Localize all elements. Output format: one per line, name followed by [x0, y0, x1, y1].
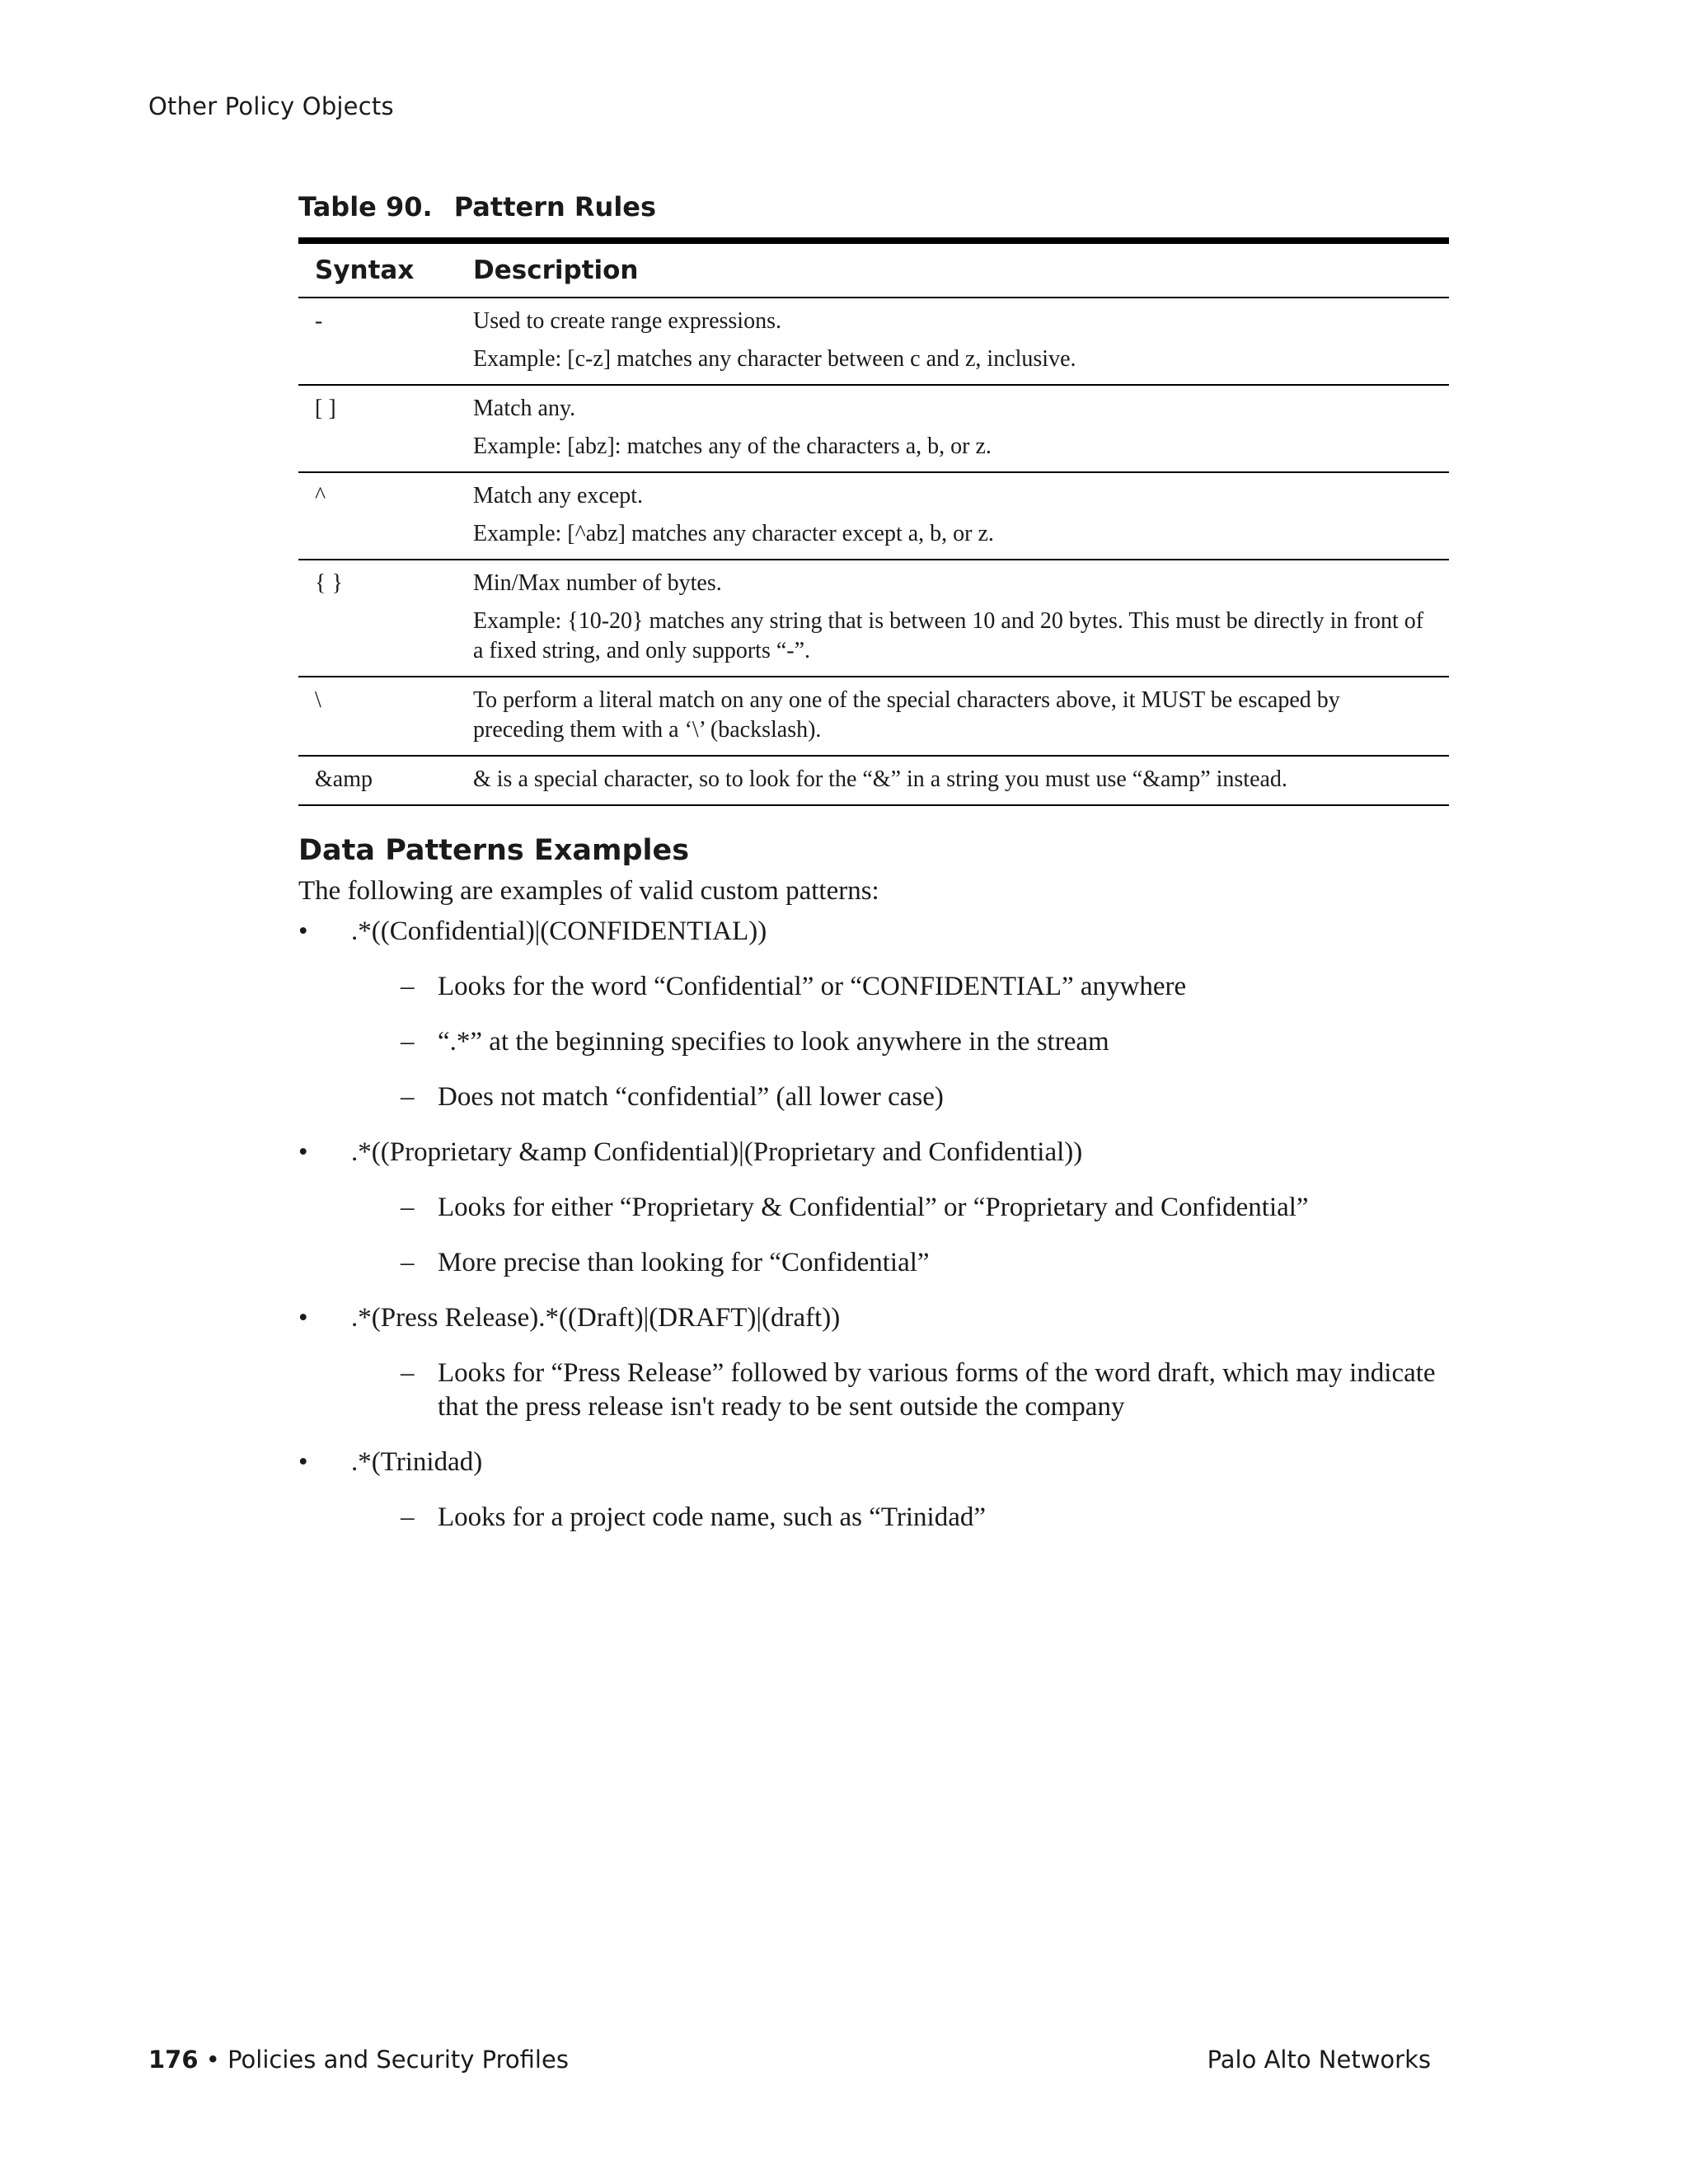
description-cell [463, 298, 1449, 385]
syntax-cell: { } [315, 570, 343, 596]
section-intro: The following are examples of valid custom patterns: [298, 876, 879, 906]
note-item [401, 1025, 1452, 1059]
example-item [298, 1446, 1452, 1535]
running-header: Other Policy Objects [148, 92, 394, 120]
example-notes [351, 1191, 1452, 1280]
dash-glyph: – [401, 1082, 415, 1112]
example-pattern: .*((Proprietary &amp Confidential)|(Proprietary and Confidential)) [351, 1137, 1083, 1167]
bullet-glyph: • [298, 916, 308, 946]
example-item [298, 1301, 1452, 1424]
note-item [401, 1191, 1452, 1225]
dash-glyph: – [401, 1502, 415, 1532]
description-cell [463, 560, 1449, 677]
table-row [298, 677, 1449, 756]
column-header-description: Description [473, 255, 639, 285]
description-example: Example: [abz]: matches any of the characters a, b, or z. [473, 434, 992, 459]
note-text: Looks for a project code name, such as “Trinidad” [438, 1502, 986, 1532]
note-text: Looks for either “Proprietary & Confidential” or “Proprietary and Confidential” [438, 1193, 1309, 1222]
footer-separator: • [205, 2046, 220, 2074]
examples-list [298, 915, 1452, 1556]
example-notes [351, 1357, 1452, 1424]
bullet-glyph: • [298, 1303, 308, 1333]
description-text: Match any except. [473, 483, 644, 509]
example-notes [351, 970, 1452, 1114]
note-item [401, 1246, 1452, 1280]
example-pattern: .*(Press Release).*((Draft)|(DRAFT)|(draft)) [351, 1303, 841, 1333]
syntax-cell: &amp [315, 766, 373, 792]
footer-section-title: Policies and Security Profiles [227, 2046, 569, 2074]
description-example: Example: [^abz] matches any character except a, b, or z. [473, 521, 994, 546]
table-caption-number: Table 90. [298, 191, 433, 223]
table-caption-title: Pattern Rules [453, 191, 657, 223]
dash-glyph: – [401, 1193, 415, 1222]
pattern-rules-table [298, 237, 1449, 806]
bullet-glyph: • [298, 1137, 308, 1167]
description-text: To perform a literal match on any one of the special characters above, it MUST be escaped by preceding them with a ‘\’ (backslash). [473, 687, 1340, 743]
example-item [298, 915, 1452, 1114]
table-row [298, 472, 1449, 560]
section-heading: Data Patterns Examples [298, 834, 690, 867]
description-cell [463, 677, 1449, 756]
footer-company: Palo Alto Networks [1207, 2046, 1431, 2074]
description-cell [463, 385, 1449, 472]
description-text: Match any. [473, 396, 576, 421]
table-header-row [298, 241, 1449, 298]
example-pattern: .*(Trinidad) [351, 1447, 483, 1477]
example-pattern: .*((Confidential)|(CONFIDENTIAL)) [351, 916, 767, 946]
syntax-cell: \ [315, 687, 321, 713]
description-text: Used to create range expressions. [473, 308, 781, 334]
description-text: Min/Max number of bytes. [473, 570, 722, 596]
dash-glyph: – [401, 1248, 415, 1277]
syntax-cell: - [315, 308, 323, 334]
note-item [401, 1501, 1452, 1535]
syntax-cell: [ ] [315, 396, 336, 421]
dash-glyph: – [401, 1027, 415, 1057]
bullet-glyph: • [298, 1447, 308, 1477]
note-text: “.*” at the beginning specifies to look anywhere in the stream [438, 1027, 1109, 1057]
note-item [401, 970, 1452, 1004]
table-row [298, 560, 1449, 677]
dash-glyph: – [401, 1358, 415, 1388]
note-item [401, 1357, 1452, 1424]
example-item [298, 1136, 1452, 1280]
description-text: & is a special character, so to look for the “&” in a string you must use “&amp” instead. [473, 766, 1287, 792]
table-row [298, 298, 1449, 385]
table-row [298, 385, 1449, 472]
note-item [401, 1080, 1452, 1114]
page-number: 176 [148, 2046, 199, 2074]
table-row [298, 756, 1449, 805]
note-text: Looks for the word “Confidential” or “CONFIDENTIAL” anywhere [438, 972, 1187, 1001]
note-text: More precise than looking for “Confidential” [438, 1248, 930, 1277]
description-cell [463, 472, 1449, 560]
example-notes [351, 1501, 1452, 1535]
description-example: Example: {10-20} matches any string that is between 10 and 20 bytes. This must be directly in front of a fixed string, and only supports “-”. [473, 608, 1424, 663]
description-example: Example: [c-z] matches any character between c and z, inclusive. [473, 346, 1076, 372]
footer-left [148, 2046, 569, 2074]
description-cell [463, 756, 1449, 805]
syntax-cell: ^ [315, 483, 326, 509]
table-caption [298, 191, 656, 223]
note-text: Does not match “confidential” (all lower case) [438, 1082, 944, 1112]
note-text: Looks for “Press Release” followed by various forms of the word draft, which may indicate that the press release isn't ready to be sent outside the company [438, 1358, 1436, 1422]
dash-glyph: – [401, 972, 415, 1001]
column-header-syntax: Syntax [315, 255, 415, 285]
